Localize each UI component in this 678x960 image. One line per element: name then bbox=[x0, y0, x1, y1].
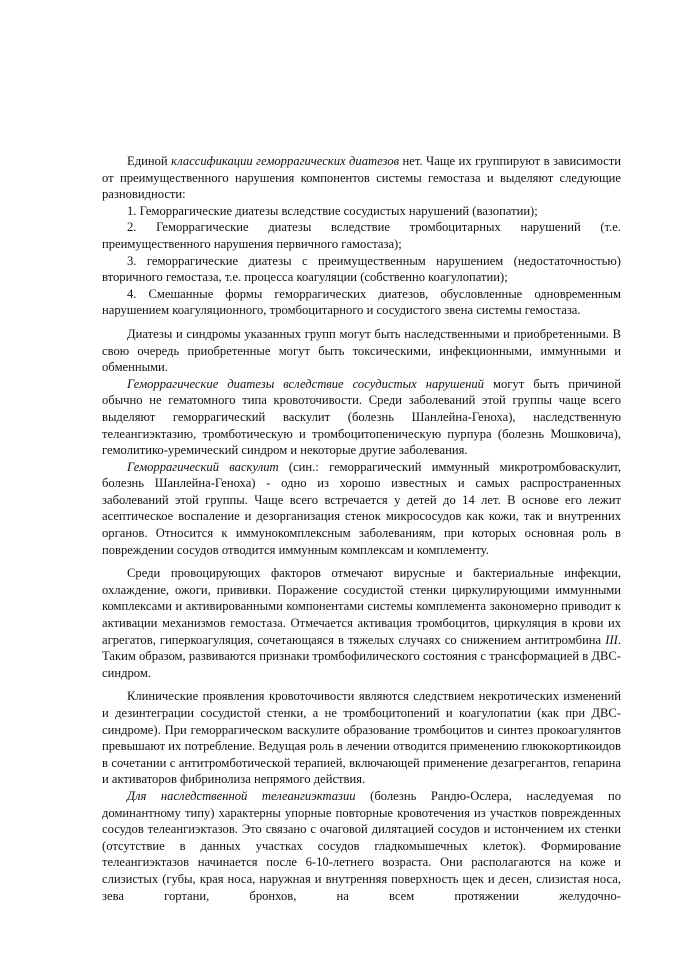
italic-term: классификации геморрагических диатезов bbox=[171, 154, 400, 168]
paragraph bbox=[102, 153, 621, 203]
paragraph bbox=[102, 219, 621, 252]
paragraph bbox=[102, 203, 621, 220]
text-run: (болезнь Рандю-Ослера, наследуемая по доминантному типу) характерны упорные повторные кровотечения из участков поврежденных сосудов телеангиэктазов. Это связано с очаговой дилятацией сосудов и истончением их стенки (отсутствие в данных участках сосудов гладкомышечных клеток). Формирование телеангиэктазов начинается после 6-10-летнего возраста. Они располагаются на коже и слизистых (губы, края носа, наружная и внутренняя поверхность щек и десен, слизистая носа, зева гортани, бронхов, на всем протяжении желудочно- bbox=[102, 788, 621, 903]
paragraph bbox=[102, 565, 621, 681]
italic-term: Для наследственной телеангиэктазии bbox=[127, 788, 356, 803]
paragraph bbox=[102, 688, 621, 788]
paragraph bbox=[102, 286, 621, 319]
paragraph bbox=[102, 788, 621, 904]
document-body bbox=[102, 153, 621, 904]
text-run: . Таким образом, развиваются признаки тромбофилического состояния с трансформацией в ДВС-синдром. bbox=[102, 632, 621, 680]
italic-term: Геморрагические диатезы вследствие сосудистых нарушений bbox=[127, 376, 484, 391]
italic-term: III bbox=[605, 632, 618, 647]
text-run: 2. Геморрагические диатезы вследствие тромбоцитарных нарушений (т.е. преимущественного нарушения первичного гамостаза); bbox=[102, 220, 621, 251]
text-run: Среди провоцирующих факторов отмечают вирусные и бактериальные инфекции, охлаждение, ожоги, прививки. Поражение сосудистой стенки циркулирующими иммунными комплексами и активированными компонентами системы комплемента закономерно приводит к активации механизмов гемостаза. Отмечается активация тромбоцитов, циркуляция в крови их агрегатов, гиперкоагуляция, сочетающаяся в тяжелых случаях со снижением антитромбина bbox=[102, 566, 621, 647]
paragraph bbox=[102, 326, 621, 376]
paragraph bbox=[102, 376, 621, 459]
text-run: 1. Геморрагические диатезы вследствие сосудистых нарушений (вазопатии); bbox=[127, 203, 538, 218]
text-run: 3. геморрагические диатезы с преимущественным нарушением (недостаточностью) вторичного гемостаза, т.е. процесса коагуляции (собственно коагулопатии); bbox=[102, 253, 621, 285]
text-run: 4. Смешанные формы геморрагических диатезов, обусловленные одновременным нарушением коагуляционного, тромбоцитарного и сосудистого звена системы гемостаза. bbox=[102, 286, 621, 318]
text-run: Диатезы и синдромы указанных групп могут быть наследственными и приобретенными. В свою очередь приобретенные могут быть токсическими, инфекционными, иммунными и обменными. bbox=[102, 326, 621, 375]
text-run: могут быть причиной обычно не гематомного типа кровоточивости. Среди заболеваний этой группы чаще всего выделяют геморрагический васкулит (болезнь Шанлейна-Геноха), наследственную телеангиэктазию, тромботическую и тромбоцитопеническую пурпура (болезнь Мошковича), гемолитико-уремический синдром и некоторые другие заболевания. bbox=[102, 376, 622, 458]
text-run: Единой bbox=[127, 154, 172, 168]
paragraph bbox=[102, 459, 621, 559]
text-run: нет. Чаще их группируют в зависимости от преимущественного нарушения компонентов системы гемостаза и выделяют следующие разновидности: bbox=[102, 154, 622, 202]
text-run: (син.: геморрагический иммунный микротромбоваскулит, болезнь Шанлейна-Геноха) - одно из хорошо известных и самых распространенных заболеваний этой группы. Чаще всего встречается у детей до 14 лет. В основе его лежит асептическое воспаление и дезорганизация стенок микрососудов как кожи, так и внутренних органов. Относится к иммунокомплексным заболеваниям, при которых основная роль в повреждении сосудов отводится иммунным комплексам и комплементу. bbox=[102, 459, 621, 557]
text-run: Клинические проявления кровоточивости являются следствием некротических изменений и дезинтеграции сосудистой стенки, а не тромбоцитопений и коагулопатии (как при ДВС-синдроме). При геморрагическом васкулите образование тромбоцитов и синтез прокоагулянтов превышают их потребление. Ведущая роль в лечении отводится применению глюкокортикоидов в сочетании с антитромботической терапией, включающей применение дезагрегантов, гепарина и активаторов фибринолиза непрямого действия. bbox=[102, 689, 621, 787]
paragraph bbox=[102, 253, 621, 286]
italic-term: Геморрагический васкулит bbox=[127, 459, 279, 474]
